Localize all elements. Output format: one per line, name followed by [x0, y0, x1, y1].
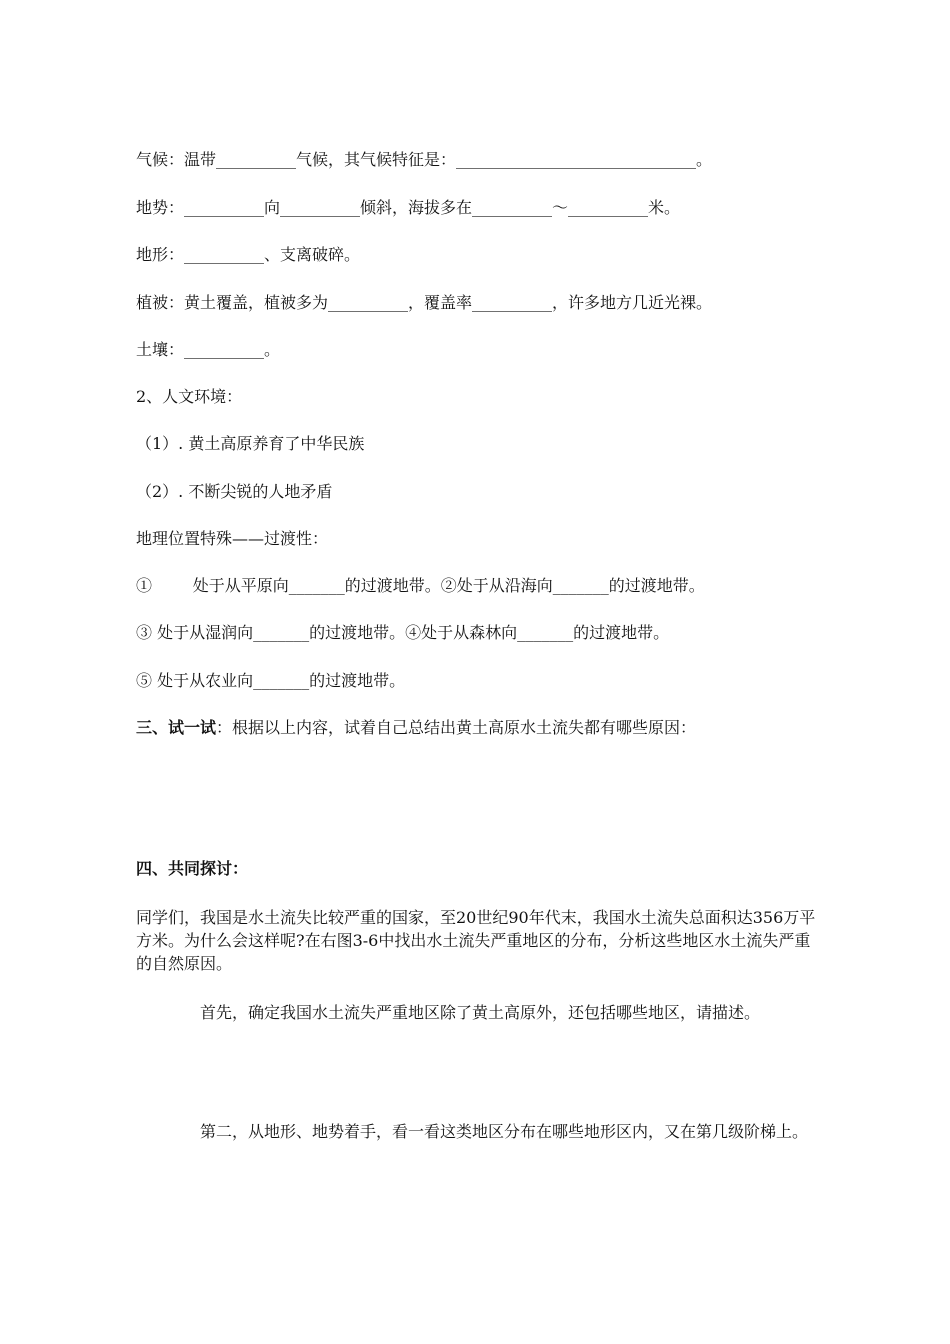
terrain-slope-line: 地势：__________向__________倾斜，海拔多在__________～__________米。	[136, 198, 681, 217]
vegetation-line: 植被：黄土覆盖，植被多为__________，覆盖率__________，许多地方几近光裸。	[136, 293, 713, 312]
transition-line-3: ⑤ 处于从农业向_______的过渡地带。	[136, 671, 406, 690]
section-4-paragraph-3: 第二，从地形、地势着手，看一看这类地区分布在哪些地形区内，又在第几级阶梯上。	[200, 1122, 809, 1141]
section-4-paragraph-2: 首先，确定我国水土流失严重地区除了黄土高原外，还包括哪些地区，请描述。	[200, 1003, 761, 1022]
section-3-heading: 三、试一试	[136, 718, 217, 737]
section-3-text: ：根据以上内容，试着自己总结出黄土高原水土流失都有哪些原因：	[216, 718, 697, 737]
landform-line: 地形：__________、支离破碎。	[136, 245, 361, 264]
climate-line: 气候：温带__________气候，其气候特征是：______________________________。	[136, 150, 713, 169]
human-item-1: （1）. 黄土高原养育了中华民族	[136, 434, 365, 453]
transition-line-2: ③ 处于从湿润向_______的过渡地带。④处于从森林向_______的过渡地带。	[136, 623, 670, 642]
human-environment-heading: 2、人文环境：	[136, 387, 243, 406]
human-item-2: （2）. 不断尖锐的人地矛盾	[136, 482, 333, 501]
section-4-heading: 四、共同探讨：	[136, 859, 249, 878]
soil-line: 土壤：__________。	[136, 340, 281, 359]
transition-line-1: ① 处于从平原向_______的过渡地带。②处于从沿海向_______的过渡地带。	[136, 576, 705, 595]
section-3	[136, 717, 696, 739]
section-4-paragraph-1: 同学们，我国是水土流失比较严重的国家，至20世纪90年代末，我国水土流失总面积达356万平方米。为什么会这样呢?在右图3-6中找出水土流失严重地区的分布，分析这些地区水土流失严重的自然原因。	[136, 908, 816, 973]
transition-heading: 地理位置特殊——过渡性：	[136, 529, 329, 548]
